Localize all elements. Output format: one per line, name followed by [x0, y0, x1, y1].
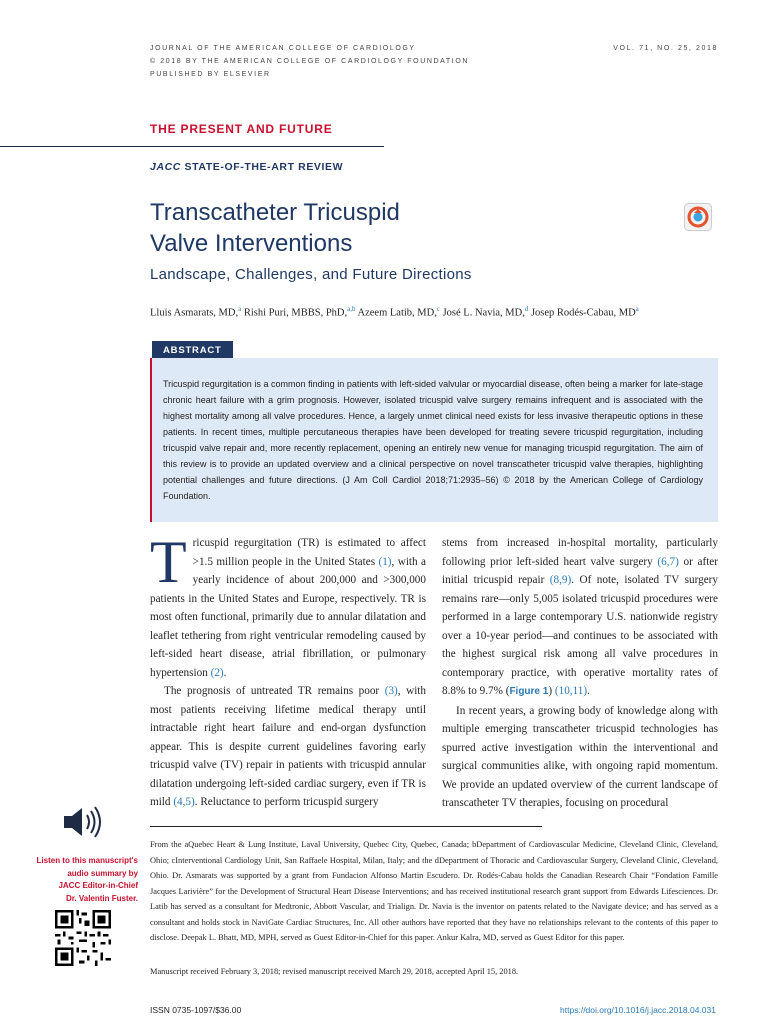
doi-link[interactable]: https://doi.org/10.1016/j.jacc.2018.04.031	[560, 1005, 716, 1015]
reference-link[interactable]: (6,7)	[657, 555, 679, 568]
reference-link[interactable]: (4,5)	[173, 796, 195, 808]
article-title	[150, 197, 400, 259]
affiliations-footnote: From the aQuebec Heart & Lung Institute, Laval University, Quebec City, Quebec, Canada; bDepartment of Cardiovascular Medicine, Cleveland Clinic, Cleveland, Ohio; cInterventional Cardiology Unit, San Raffaele Hospital, Milan, Italy; and the dDepartment of Thoracic and Cardiovascular Surgery, Cleveland Clinic, Cleveland, Ohio. Dr. Asmarats was supported by a grant from Fundacion Alfonso Martin Escudero. Dr. Rodés-Cabau holds the Canadian Research Chair “Fondation Famille Jacques Larivière” for the Development of Structural Heart Disease Interventions; and has received institutional research grant support from Edwards Lifesciences. Dr. Latib has served as a consultant for Medtronic, Abbott Vascular, and Trialign. Dr. Navia is the inventor on patents related to the Navigate device; and has served as a consultant and holds stock in NaviGate Cardiac Structures, Inc. All other authors have reported that they have no relationships relevant to the contents of this paper to disclose. Deepak L. Bhatt, MD, MPH, served as Guest Editor-in-Chief for this paper. Ankur Kalra, MD, served as Guest Editor for this paper.	[150, 840, 718, 942]
affiliation-marker[interactable]: c	[436, 305, 440, 313]
paragraph: The prognosis of untreated TR remains poor (3), with most patients receiving lifetime medical therapy until intractable right heart failure and end-organ dysfunction appear. This is despite current guidelines favoring early tricuspid valve (TV) repair in patients with tricuspid annular dilatation undergoing left-sided cardiac surgery, even if TR is mild (4,5). Reluctance to perform tricuspid surgery	[150, 685, 427, 808]
section-rule	[0, 146, 384, 147]
author-name: Lluis Asmarats, MD,	[150, 307, 239, 319]
issn: ISSN 0735-1097/$36.00	[150, 1005, 242, 1015]
volume-info: VOL. 71, NO. 25, 2018	[613, 45, 718, 52]
copyright-line: © 2018 BY THE AMERICAN COLLEGE OF CARDIOLOGY FOUNDATION	[150, 58, 470, 65]
reference-link[interactable]: (1)	[378, 555, 392, 568]
publisher-line: PUBLISHED BY ELSEVIER	[150, 71, 271, 78]
abstract-text: Tricuspid regurgitation is a common finding in patients with left-sided valvular or myocardial disease, often being a marker for late-stage chronic heart failure with a grim prognosis. However, isolated tricuspid valve surgery remains infrequent and is associated with the highest mortality among all valve procedures. Hence, a largely unmet clinical need exists for less invasive therapeutic options in these patients. In recent times, multiple percutaneous therapies have been developed for treating severe tricuspid regurgitation, including tricuspid valve repair and, more recently replacement, opening an entirely new venue for managing tricuspid regurgitation. The aim of this review is to provide an updated overview and a clinical perspective on novel transcatheter tricuspid valve therapies, highlighting potential challenges and future directions. (J Am Coll Cardiol 2018;71:2935–56) © 2018 by the American College of Cardiology Foundation.	[163, 379, 703, 501]
paragraph: In recent years, a growing body of knowledge along with multiple emerging transcatheter tricuspid technologies has spurred active investigation within the interventional and surgical communities alike, with ongoing rapid momentum. We provide an updated overview of the current landscape of transcatheter TV therapies, focusing on procedural	[442, 704, 718, 809]
paragraph: stems from increased in-hospital mortality, particularly following prior left-sided heart valve surgery (6,7) or after initial tricuspid repair (8,9). Of note, isolated TV surgery remains rare—only 5,005 isolated tricuspid procedures were performed in a large contemporary U.S. nationwide registry over a 10-year period—and continues to be associated with the highest surgical risk among all valve procedures in contemporary practice, with operative mortality rates of 8.8% to 9.7% (Figure 1) (10,11).	[442, 537, 718, 697]
reference-link[interactable]: (10,11)	[554, 685, 588, 697]
affiliation-marker[interactable]: a	[238, 305, 242, 313]
journal-header	[150, 42, 469, 81]
qr-code-icon[interactable]	[55, 910, 111, 971]
footnote-rule	[150, 826, 542, 827]
audio-summary-note: Listen to this manuscript's audio summary by JACC Editor-in-Chief Dr. Valentin Fuster.	[36, 856, 138, 903]
article-subtitle: Landscape, Challenges, and Future Directions	[150, 266, 472, 283]
section-label: THE PRESENT AND FUTURE	[150, 122, 333, 136]
speaker-icon[interactable]	[60, 800, 110, 849]
author-list	[150, 305, 639, 319]
affiliation-marker[interactable]: a,b	[347, 305, 356, 313]
manuscript-dates: Manuscript received February 3, 2018; revised manuscript received March 29, 2018, accepted April 15, 2018.	[150, 967, 519, 976]
journal-name: JOURNAL OF THE AMERICAN COLLEGE OF CARDIOLOGY	[150, 45, 416, 52]
body-column-left	[150, 529, 427, 812]
jacc-prefix: JACC	[150, 161, 181, 173]
paragraph: Tricuspid regurgitation (TR) is estimated to affect >1.5 million people in the United States (1), with a yearly incidence of about 200,000 and >300,000 patients in the United States and Europe, respectively. TR is most often functional, primarily due to annular dilatation and leaflet tethering from right ventricular remodeling caused by left-sided heart disease, atrial fibrillation, or pulmonary hypertension (2).	[150, 529, 426, 679]
figure-link[interactable]: Figure 1	[509, 686, 549, 697]
reference-link[interactable]: (8,9)	[549, 574, 572, 586]
author-name: Azeem Latib, MD,	[355, 307, 437, 319]
author-name: Rishi Puri, MBBS, PhD,	[241, 307, 348, 319]
abstract-label: ABSTRACT	[152, 341, 233, 360]
article-type	[150, 161, 343, 173]
affiliation-marker[interactable]: d	[524, 305, 529, 313]
drop-cap: T	[150, 529, 187, 595]
affiliation-marker[interactable]: a	[635, 305, 639, 313]
title-line-2: Valve Interventions	[150, 230, 353, 257]
author-name: José L. Navia, MD,	[439, 307, 525, 319]
reference-link[interactable]: (3)	[384, 685, 398, 697]
title-line-1: Transcatheter Tricuspid	[150, 199, 400, 226]
reference-link[interactable]: (2)	[210, 666, 224, 679]
crossmark-icon[interactable]	[684, 203, 712, 236]
article-type-text: STATE-OF-THE-ART REVIEW	[181, 161, 344, 173]
body-column-right	[442, 534, 718, 813]
author-name: Josep Rodés-Cabau, MD	[528, 307, 636, 319]
